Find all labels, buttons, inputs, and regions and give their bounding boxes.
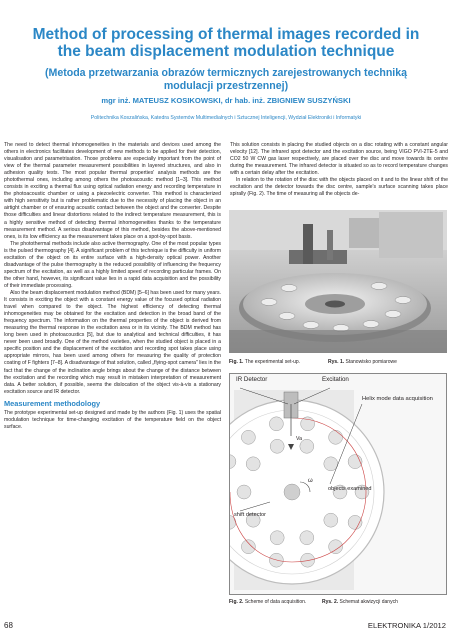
setup-photo-illustration	[229, 210, 447, 353]
paragraph: In relation to the rotation of the disc with the objects placed on it and to the linear shift of the excitation and the detector towards the disc centre, sample's surface scanning takes place spirally (Fig. 2). The time of measuring all the objects de-	[230, 177, 448, 198]
objects-examined-label: objects examined	[328, 486, 372, 492]
sample-object	[269, 417, 283, 431]
helix-label: Helix mode data acquisition	[362, 396, 433, 402]
ir-detector-label: IR Detector	[236, 376, 268, 383]
figure-2-scheme	[229, 373, 447, 595]
section-heading: Measurement methodology	[4, 398, 101, 408]
article-subtitle: (Metoda przetwarzania obrazów termicznych zarejestrowanych techniką modulacji przestrzennej)	[44, 67, 408, 92]
authors: mgr inż. MATEUSZ KOSIKOWSKI, dr hab. inż. ZBIGNIEW SUSZYŃSKI	[101, 96, 351, 105]
sample-object	[246, 457, 260, 471]
paragraph: The need to detect thermal inhomogeneities in the materials and devices used among the others in electronics facilitates development of new methods to be applied for their detection, visualisation and parametrisation. Those problems are especially important from the point of view of the thermal parameter measurement possibilities in layered structures, and also in adhesion quality tests. The most popular thermal properties' analysis methods are the photothermal ones, including among others the photoacoustic method [1–3]. This method consists in exciting a thermal flux using optical radiation energy and recording temperature in the photoacoustic chamber or using a piezoelectric converter. This method is characterized with high sensitivity but is rather problematic due to the necessity of placing the object in an airtight chamber or of ensuring acoustic contact between the object and the converter. Despite those difficulties and linear distortions related to the indirect temperature measurement, this is a highly sensitive method of detecting thermal inhomogeneities thanks to the temperature measurement method. A serious disadvantage of this method, besides the above-mentioned ones, is its low efficiency as the measurement takes place on a spot-by-spot basis.	[4, 142, 221, 240]
va-label: Va	[296, 436, 302, 442]
sample-object	[270, 531, 284, 545]
paragraph: This solution consists in placing the studied objects on a disc rotating with a constant angular velocity [12]. The infrared spot detector and the excitation source, being VIGO PVI-2TE-5 and CO2 50 W CW gas laser respectively, are placed over the disc and move towards its centre during the measurement. The infrared detector is situated so as to record temperature changes with a certain delay after the excitation.	[230, 142, 448, 177]
excitation-label: Excitation	[322, 376, 349, 383]
sample-object	[241, 430, 255, 444]
paragraph: The prototype experimental set-up designed and made by the authors (Fig. 1) uses the spatial modulation technique for time-changing excitation of the temperature field on the object surface.	[4, 409, 221, 430]
sample-object	[324, 513, 338, 527]
sample-object	[301, 553, 315, 567]
sample-object	[241, 540, 255, 554]
figure-2-caption-en: Fig. 2. Scheme of data acquisition.	[229, 599, 307, 605]
right-column	[230, 142, 448, 198]
article-title: Method of processing of thermal images recorded in the beam displacement modulation technique	[32, 26, 420, 60]
left-column	[4, 142, 221, 431]
figure-2-caption-pl: Rys. 2. Schemat akwizycji danych	[322, 599, 398, 605]
page-number: 68	[4, 621, 13, 630]
sample-object	[237, 485, 251, 499]
figure-1-caption-en: Fig. 1. The experimental set-up.	[229, 359, 301, 365]
sample-object	[270, 439, 284, 453]
sample-object	[300, 531, 314, 545]
sample-object	[301, 417, 315, 431]
paragraph: The photothermal methods include also active thermography. One of the most popular types is the pulsed thermography [4]. A significant problem of this technique is the difficulty in uniform excitation of the object on its entire surface with a high-density optical power. Another disadvantage of the pulse thermography is the reduced possibility of influencing the frequency spectrum of the excitation, as well as a highly limited speed of recording particular frames. On the other hand, however, its significant value lies in a rapid data acquisition and the possibility of their immediate processing.	[4, 240, 221, 289]
affiliation: Politechnika Koszalińska, Katedra Systemów Multimedialnych i Sztucznej Inteligencji, Wydział Elektroniki i Informatyki	[90, 115, 362, 121]
figure-1-photo	[229, 210, 447, 353]
acquisition-scheme-diagram	[230, 374, 447, 595]
paragraph: Also the beam displacement modulation method (BDM) [5–6] has been used for many years. It consists in exciting the object with a constant energy value of the focused optical radiation travel when compared to the object. The highest efficiency of detecting thermal inhomogeneities may be obtained for the excitation and detection in the broad band of the frequency spectrum. The information on the thermal properties of the object is derived from measuring the thermal response in the excitation area or in its vicinity. The BDM method has long been used in photoacoustics [5], but due to analytical and technical difficulties, it has never been used broadly. One of the method varieties, when the studied object is placed in a specific position and the displacement of the excitation and recording spot takes place using appropriate mirrors, has been used among others for measuring the quality of protection coating of F fighters [7–8]. A disadvantage of that solution, called „flying-spot camera" lies in the fact that the change of the inclination angle brings about the change of the distance between the excitation and the recording which may result in mistaken interpretation of measurement data. A better solution, if possible, seems the dislocation of the object vis-à-vis a stationary excitation source and IR detector.	[4, 289, 221, 395]
omega-label: ω	[308, 478, 313, 484]
journal-issue: ELEKTRONIKA 1/2012	[367, 621, 446, 630]
sample-object	[329, 430, 343, 444]
sample-object	[324, 457, 338, 471]
shift-detector-label: shift detector	[234, 512, 267, 518]
figure-1-caption-pl: Rys. 1. Stanowisko pomiarowe	[328, 359, 397, 365]
